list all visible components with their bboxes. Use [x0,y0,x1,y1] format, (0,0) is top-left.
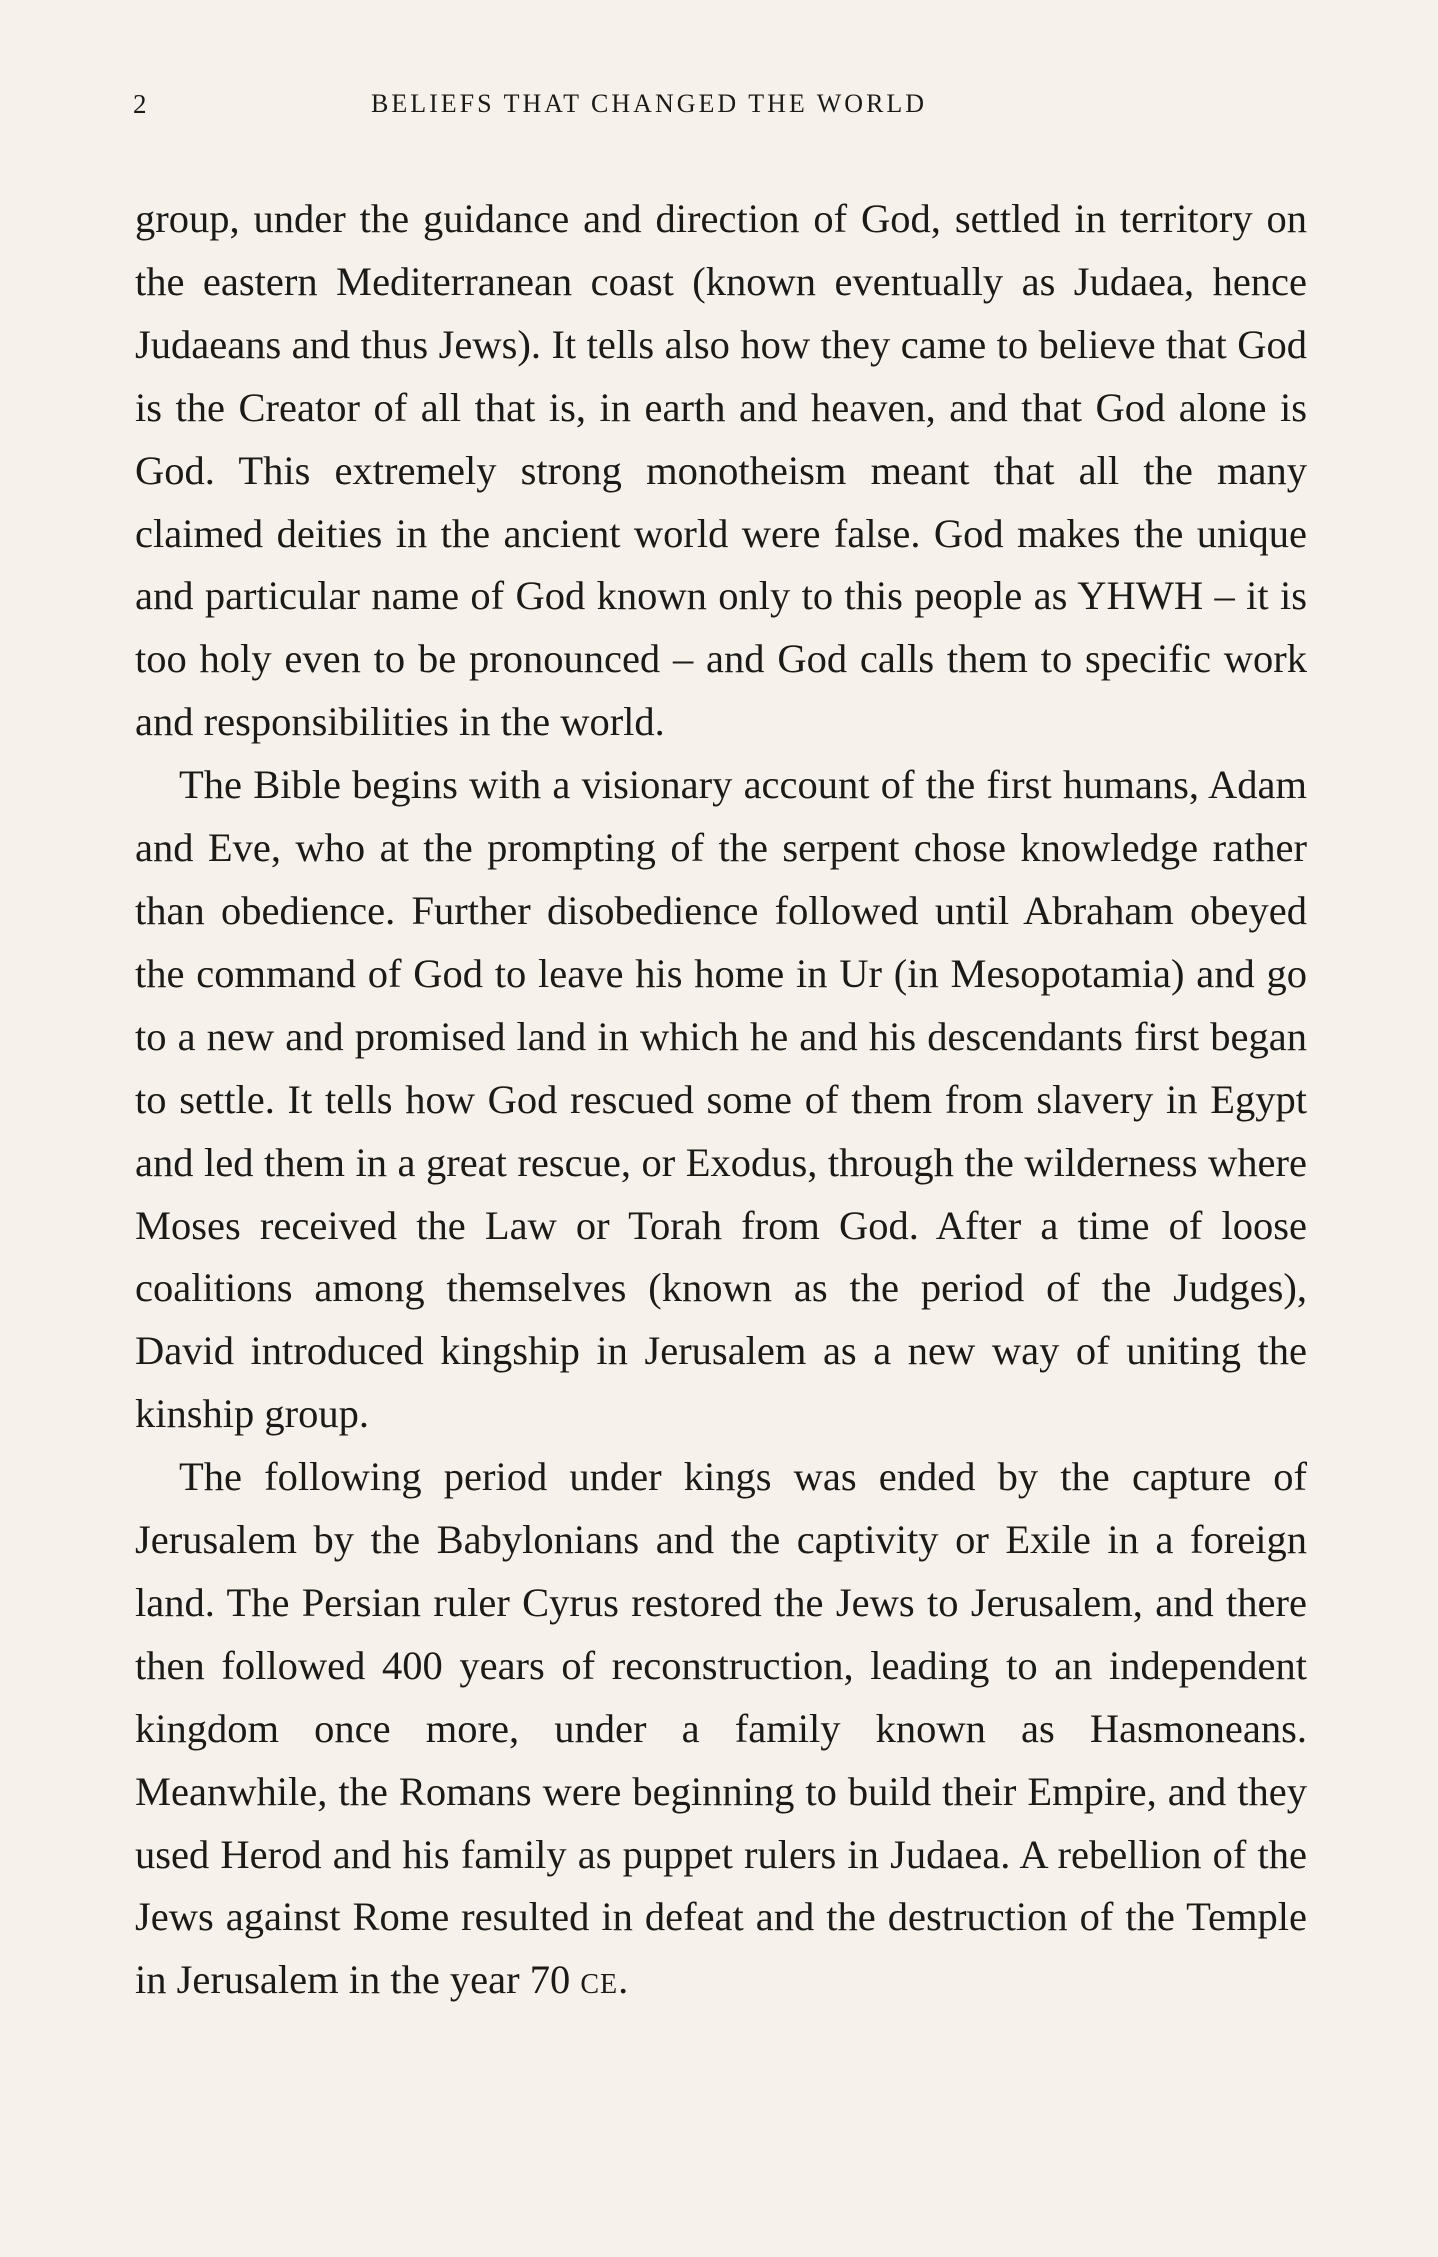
paragraph-3-text: The following period under kings was ended by the capture of Jerusalem by the Babylonians and the captivity or Exile in a foreign land. The Persian ruler Cyrus restored the Jews to Jerusalem, and there then followed 400 years of reconstruction, leading to an independent kingdom once more, under a family known as Hasmoneans. Meanwhile, the Romans were beginning to build their Empire, and they used Herod and his family as puppet rulers in Judaea. A rebellion of the Jews against Rome resulted in defeat and the destruction of the Temple in Jerusalem in the year 70 [135,1454,1307,2003]
page-number: 2 [133,89,147,119]
book-title: BELIEFS THAT CHANGED THE WORLD [371,89,928,118]
era-abbreviation: ce [580,1957,619,2003]
paragraph-3 [135,1446,1307,2012]
paragraph-2: The Bible begins with a visionary account of the first humans, Adam and Eve, who at the prompting of the serpent chose knowledge rather than obedience. Further disobedience followed until Abraham obeyed the command of God to leave his home in Ur (in Mesopotamia) and go to a new and promised land in which he and his descendants first began to settle. It tells how God rescued some of them from slavery in Egypt and led them in a great rescue, or Exodus, through the wilderness where Moses received the Law or Torah from God. After a time of loose coalitions among themselves (known as the period of the Judges), David introduced kingship in Jerusalem as a new way of uniting the kinship group. [135,762,1307,1437]
paragraph-1: group, under the guidance and direction of God, settled in territory on the eastern Mediterranean coast (known eventually as Judaea, hence Judaeans and thus Jews). It tells also how they came to believe that God is the Creator of all that is, in earth and heaven, and that God alone is God. This extremely strong monotheism meant that all the many claimed deities in the ancient world were false. God makes the unique and particular name of God known only to this people as YHWH – it is too holy even to be pronounced – and God calls them to specific work and responsibilities in the world. [135,196,1307,745]
running-head [133,84,1309,124]
paragraph-3-end: . [618,1957,629,2003]
body-text [135,188,1307,2012]
